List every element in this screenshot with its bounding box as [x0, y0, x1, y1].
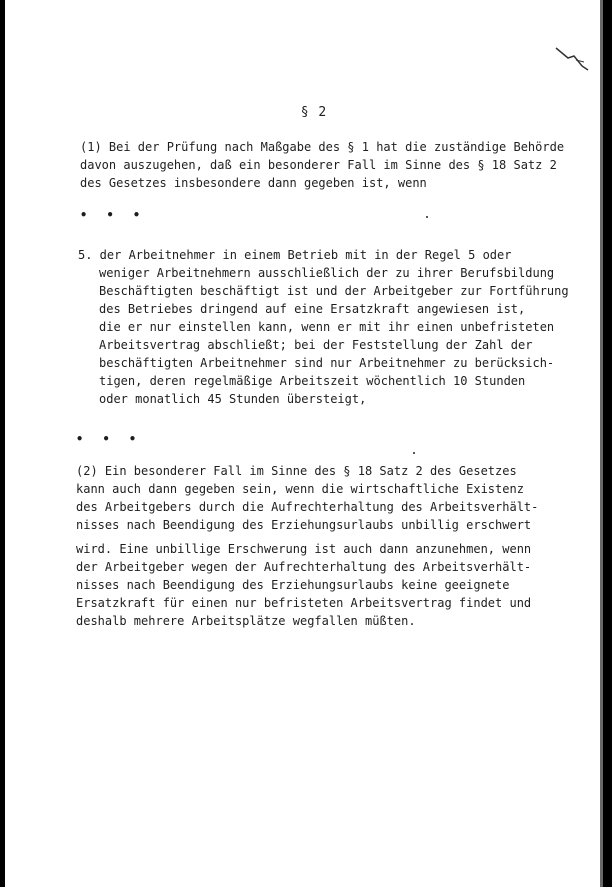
- para2-line-5: wird. Eine unbillige Erschwerung ist auch dann anzunehmen, wenn: [76, 542, 532, 556]
- item5-line-1: 5. der Arbeitnehmer in einem Betrieb mit in der Regel 5 oder: [78, 248, 512, 262]
- scan-speck: [413, 452, 415, 454]
- para2-line-7: nisses nach Beendigung des Erziehungsurlaubs keine geeignete: [76, 578, 510, 592]
- scan-edge-right: [603, 0, 612, 887]
- item5-line-3: Beschäftigten beschäftigt ist und der Arbeitgeber zur Fortführung: [99, 284, 569, 298]
- para2-line-3: des Arbeitgebers durch die Aufrechterhaltung des Arbeitsverhält-: [76, 500, 539, 514]
- item5-line-9: oder monatlich 45 Stunden übersteigt,: [99, 392, 367, 406]
- ellipsis-marker: • • •: [80, 208, 147, 222]
- para1-line-3: des Gesetzes insbesondere dann gegeben ist, wenn: [80, 176, 427, 190]
- para2-line-1: (2) Ein besonderer Fall im Sinne des § 18 Satz 2 des Gesetzes: [76, 464, 517, 478]
- para2-line-2: kann auch dann gegeben sein, wenn die wirtschaftliche Existenz: [76, 482, 524, 496]
- item5-line-4: des Betriebes dringend auf eine Ersatzkraft angewiesen ist,: [99, 302, 526, 316]
- item5-line-6: Arbeitsvertrag abschließt; bei der Feststellung der Zahl der: [99, 338, 533, 352]
- item5-line-7: beschäftigten Arbeitnehmer sind nur Arbeitnehmer zu berücksich-: [99, 356, 555, 370]
- para1-line-1: (1) Bei der Prüfung nach Maßgabe des § 1 hat die zuständige Behörde: [80, 140, 565, 154]
- scan-edge-left: [0, 0, 5, 887]
- para2-line-6: der Arbeitgeber wegen der Aufrechterhaltung des Arbeitsverhält-: [76, 560, 532, 574]
- para2-line-4: nisses nach Beendigung des Erziehungsurlaubs unbillig erschwert: [76, 518, 532, 532]
- para1-line-2: davon auszugehen, daß ein besonderer Fall im Sinne des § 18 Satz 2: [80, 158, 557, 172]
- ellipsis-marker: • • •: [76, 432, 143, 446]
- item5-line-8: tigen, deren regelmäßige Arbeitszeit wöchentlich 10 Stunden: [99, 374, 526, 388]
- item5-line-2: weniger Arbeitnehmern ausschließlich der zu ihrer Berufsbildung: [99, 266, 555, 280]
- para2-line-9: deshalb mehrere Arbeitsplätze wegfallen müßten.: [76, 614, 416, 628]
- section-heading: § 2: [300, 105, 328, 120]
- para2-line-8: Ersatzkraft für einen nur befristeten Arbeitsvertrag findet und: [76, 596, 532, 610]
- scan-speck: [426, 216, 428, 218]
- corner-scribble-icon: [554, 40, 594, 80]
- item5-line-5: die er nur einstellen kann, wenn er mit ihr einen unbefristeten: [99, 320, 555, 334]
